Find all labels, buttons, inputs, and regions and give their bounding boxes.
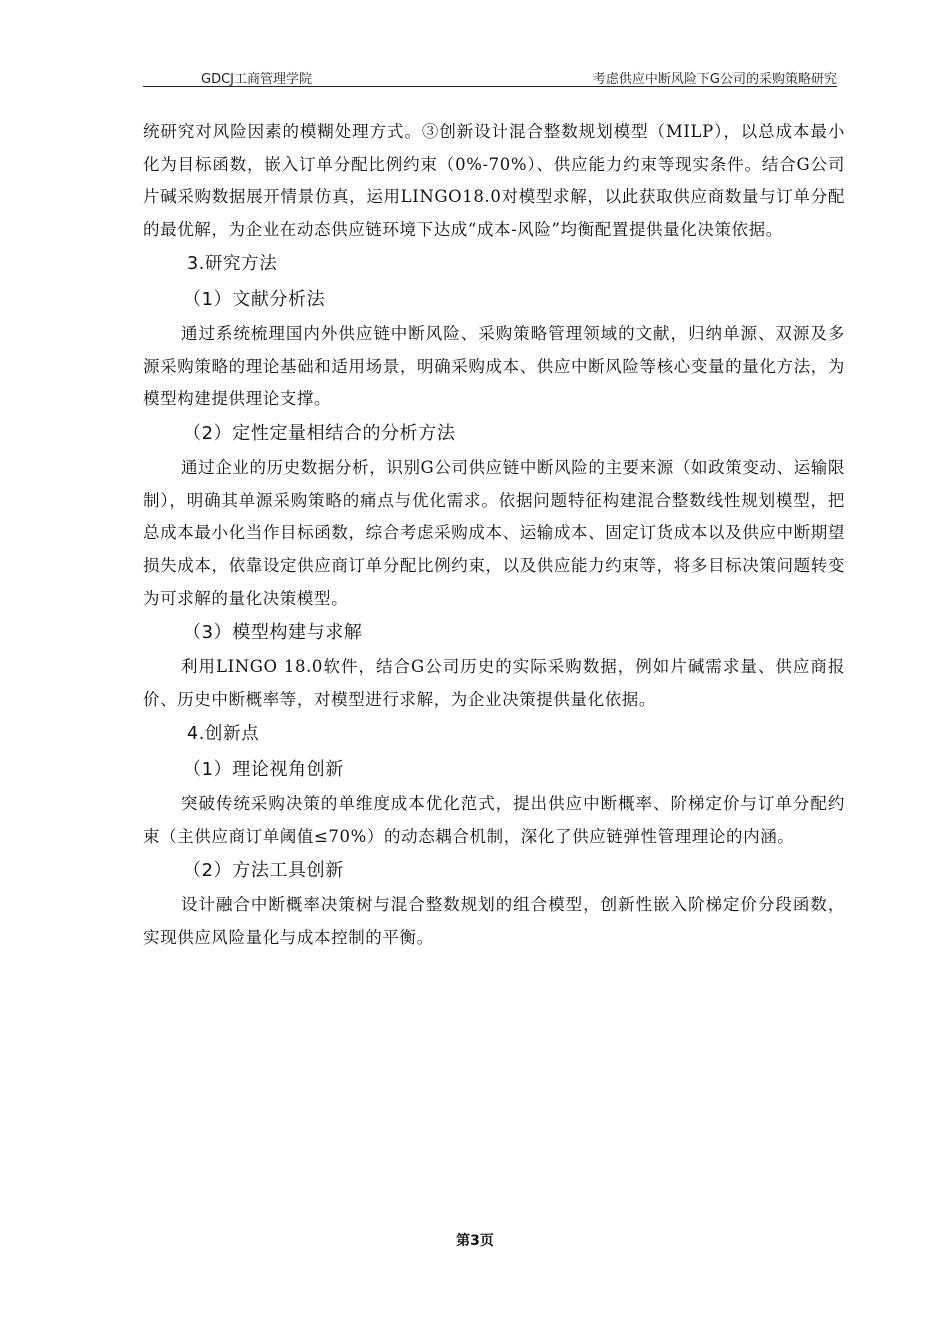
page-number: 第3页 xyxy=(456,1233,494,1249)
page-header xyxy=(143,64,837,88)
paragraph-literature-analysis: 通过系统梳理国内外供应链中断风险、采购策略管理领域的文献，归纳单源、双源及多源采购策略的理论基础和适用场景，明确采购成本、供应中断风险等核心变量的量化方法，为模型构建提供理论支撑。 xyxy=(143,323,845,409)
paragraph-theory-innovation: 突破传统采购决策的单维度成本优化范式，提出供应中断概率、阶梯定价与订单分配约束（主供应商订单阈值≤70%）的动态耦合机制，深化了供应链弹性管理理论的内涵。 xyxy=(143,793,845,846)
header-title: 考虑供应中断风险下G公司的采购策略研究 xyxy=(592,72,837,87)
document-body xyxy=(143,116,845,955)
subheading-literature-analysis: （1）文献分析法 xyxy=(183,288,326,310)
paragraph-method-innovation: 设计融合中断概率决策树与混合整数规划的组合模型，创新性嵌入阶梯定价分段函数，实现供应风险量化与成本控制的平衡。 xyxy=(143,895,845,947)
subheading-theory-innovation: （1）理论视角创新 xyxy=(183,758,344,780)
paragraph-qualitative-quantitative: 通过企业的历史数据分析，识别G公司供应链中断风险的主要来源（如政策变动、运输限制），明确其单源采购策略的痛点与优化需求。依据问题特征构建混合整数线性规划模型，把总成本最小化当作目标函数，综合考虑采购成本、运输成本、固定订货成本以及供应中断期望损失成本，依靠设定供应商订单分配比例约束，以及供应能力约束等，将多目标决策问题转变为可求解的量化决策模型。 xyxy=(143,457,845,608)
subheading-method-innovation: （2）方法工具创新 xyxy=(183,860,344,882)
section-heading-methods: 3.研究方法 xyxy=(187,253,278,274)
header-rule xyxy=(143,86,837,87)
intro-paragraph: 统研究对风险因素的模糊处理方式。③创新设计混合整数规划模型（MILP），以总成本最小化为目标函数，嵌入订单分配比例约束（0%-70%）、供应能力约束等现实条件。结合G公司片碱采购数据展开情景仿真，运用LINGO18.0对模型求解，以此获取供应商数量与订单分配的最优解，为企业在动态供应链环境下达成“成本-风险”均衡配置提供量化决策依据。 xyxy=(143,122,845,240)
paragraph-model-building: 利用LINGO 18.0软件，结合G公司历史的实际采购数据，例如片碱需求量、供应商报价、历史中断概率等，对模型进行求解，为企业决策提供量化依据。 xyxy=(143,657,845,710)
section-heading-innovations: 4.创新点 xyxy=(187,723,260,744)
subheading-qualitative-quantitative: （2）定性定量相结合的分析方法 xyxy=(183,422,456,444)
header-institution: GDCJ工商管理学院 xyxy=(201,72,312,87)
subheading-model-building: （3）模型构建与求解 xyxy=(183,622,363,644)
